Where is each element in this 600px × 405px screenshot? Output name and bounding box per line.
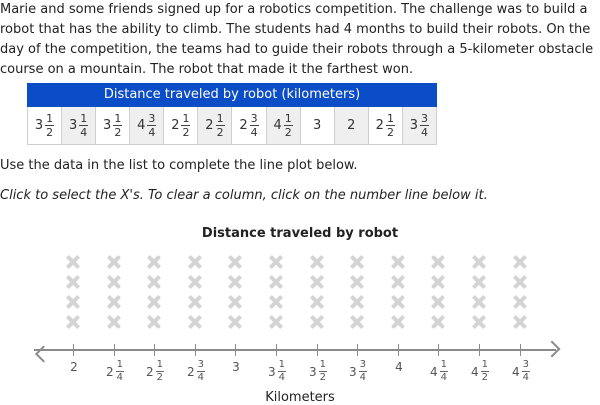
instruction-text: Use the data in the list to complete the line plot below.: [0, 158, 358, 173]
fraction: [250, 113, 259, 138]
tick-label[interactable]: [395, 360, 403, 374]
x-mark-icon[interactable]: [350, 315, 364, 329]
tick-label[interactable]: [471, 360, 489, 383]
table-cell: [198, 107, 232, 145]
mixed-number: [471, 360, 489, 383]
x-mark-icon[interactable]: [147, 255, 161, 269]
mixed-number: [395, 360, 403, 374]
mixed-number: [171, 113, 190, 138]
mixed-number: [69, 113, 88, 138]
axis-tick: [520, 344, 521, 356]
x-mark-icon[interactable]: [107, 275, 121, 289]
tick-label[interactable]: [232, 360, 240, 374]
axis-tick: [235, 344, 236, 356]
whole-part: 3: [232, 360, 240, 374]
x-mark-icon[interactable]: [350, 255, 364, 269]
x-mark-icon[interactable]: [147, 315, 161, 329]
whole-part: 2: [171, 118, 180, 133]
x-mark-icon[interactable]: [147, 275, 161, 289]
x-axis-label: Kilometers: [265, 390, 335, 405]
mixed-number: [232, 360, 240, 374]
x-mark-icon[interactable]: [513, 255, 527, 269]
table-cell: [96, 107, 130, 145]
fraction: [522, 360, 530, 383]
denominator: 4: [250, 126, 258, 139]
whole-part: 3: [34, 118, 44, 133]
numerator: 1: [182, 112, 190, 125]
whole-part: 3: [308, 364, 317, 379]
tick-label[interactable]: [268, 360, 286, 383]
x-mark-icon[interactable]: [107, 295, 121, 309]
x-mark-icon[interactable]: [350, 275, 364, 289]
mixed-number: [376, 113, 395, 138]
whole-part: 4: [273, 118, 282, 133]
numerator: 1: [386, 112, 394, 125]
whole-part: 3: [68, 118, 78, 133]
x-mark-icon[interactable]: [269, 255, 283, 269]
x-mark-icon[interactable]: [513, 275, 527, 289]
whole-part: 4: [511, 364, 520, 379]
mixed-number: [268, 360, 286, 383]
mixed-number: [512, 360, 530, 383]
fraction: [481, 360, 489, 383]
mixed-number: [137, 113, 156, 138]
denominator: 4: [359, 372, 367, 383]
tick-label[interactable]: [146, 360, 164, 383]
x-mark-icon[interactable]: [431, 315, 445, 329]
denominator: 4: [148, 126, 156, 139]
tick-label[interactable]: [187, 360, 205, 383]
axis-tick: [154, 344, 155, 356]
mixed-number: [347, 118, 355, 133]
numerator: 3: [148, 112, 156, 125]
number-line[interactable]: [34, 349, 556, 351]
x-mark-icon[interactable]: [513, 315, 527, 329]
whole-part: 2: [239, 118, 248, 133]
axis-tick: [114, 344, 115, 356]
denominator: 2: [284, 126, 292, 139]
x-mark-icon[interactable]: [310, 255, 324, 269]
denominator: 2: [319, 372, 327, 383]
whole-part: 4: [137, 118, 146, 133]
denominator: 4: [116, 372, 124, 383]
numerator: 3: [197, 359, 205, 370]
fraction: [147, 113, 156, 138]
mixed-number: [309, 360, 327, 383]
mixed-number: [205, 113, 224, 138]
fraction: [386, 113, 395, 138]
numerator: 3: [421, 112, 429, 125]
tick-label[interactable]: [106, 360, 124, 383]
denominator: 2: [216, 126, 224, 139]
denominator: 2: [46, 126, 54, 139]
whole-part: 4: [395, 360, 403, 374]
whole-part: 3: [409, 118, 419, 133]
axis-tick: [438, 344, 439, 356]
mixed-number: [35, 113, 54, 138]
whole-part: 2: [70, 360, 78, 374]
x-mark-icon[interactable]: [391, 315, 405, 329]
fraction: [79, 113, 88, 138]
table-cell: [62, 107, 96, 145]
numerator: 1: [440, 359, 448, 370]
tick-label[interactable]: [430, 360, 448, 383]
whole-part: 3: [348, 364, 357, 379]
denominator: 2: [114, 126, 122, 139]
table-row: [27, 107, 437, 145]
numerator: 1: [80, 112, 88, 125]
fraction: [116, 360, 124, 383]
mixed-number: [106, 360, 124, 383]
fraction: [45, 113, 54, 138]
fraction: [319, 360, 327, 383]
x-mark-icon[interactable]: [269, 315, 283, 329]
mixed-number: [103, 113, 122, 138]
x-mark-icon[interactable]: [310, 295, 324, 309]
x-mark-icon[interactable]: [431, 295, 445, 309]
mixed-number: [146, 360, 164, 383]
x-mark-icon[interactable]: [228, 275, 242, 289]
x-mark-icon[interactable]: [310, 315, 324, 329]
axis-tick: [479, 344, 480, 356]
x-mark-icon[interactable]: [431, 255, 445, 269]
x-mark-icon[interactable]: [147, 295, 161, 309]
x-mark-icon[interactable]: [107, 255, 121, 269]
mixed-number: [239, 113, 258, 138]
denominator: 4: [197, 372, 205, 383]
fraction: [359, 360, 367, 383]
numerator: 3: [359, 359, 367, 370]
denominator: 2: [481, 372, 489, 383]
x-mark-icon[interactable]: [66, 255, 80, 269]
axis-tick: [317, 344, 318, 356]
x-mark-icon[interactable]: [310, 275, 324, 289]
intro-paragraph: Marie and some friends signed up for a robotics competition. The challenge was to build a robot that has the ability to climb. The students had 4 months to build their robots. On the day of the competition, the teams had to guide their robots through a 5-kilometer obstacle course on a mountain. The robot that made it the farthest won.: [0, 2, 594, 77]
numerator: 1: [116, 359, 124, 370]
x-mark-icon[interactable]: [66, 315, 80, 329]
table-cell: [267, 107, 301, 145]
whole-part: 2: [145, 364, 154, 379]
numerator: 1: [278, 359, 286, 370]
denominator: 4: [421, 126, 429, 139]
x-mark-icon[interactable]: [472, 275, 486, 289]
x-mark-icon[interactable]: [391, 275, 405, 289]
x-mark-icon[interactable]: [66, 295, 80, 309]
x-mark-icon[interactable]: [188, 315, 202, 329]
instruction-hint: Click to select the X's. To clear a column, click on the number line below it.: [0, 188, 488, 203]
denominator: 2: [156, 372, 164, 383]
x-mark-icon[interactable]: [228, 315, 242, 329]
mixed-number: [410, 113, 429, 138]
numerator: 3: [250, 112, 258, 125]
denominator: 4: [80, 126, 88, 139]
x-mark-icon[interactable]: [269, 295, 283, 309]
numerator: 3: [522, 359, 530, 370]
whole-part: 2: [375, 118, 384, 133]
whole-part: 2: [205, 118, 214, 133]
fraction: [156, 360, 164, 383]
x-mark-icon[interactable]: [391, 255, 405, 269]
x-mark-icon[interactable]: [188, 295, 202, 309]
x-mark-icon[interactable]: [228, 255, 242, 269]
mixed-number: [273, 113, 292, 138]
whole-part: 4: [470, 364, 479, 379]
mixed-number: [70, 360, 78, 374]
x-mark-icon[interactable]: [513, 295, 527, 309]
axis-tick: [73, 344, 74, 356]
table-title: Distance traveled by robot (kilometers): [27, 83, 437, 107]
table-cell: [335, 107, 369, 145]
x-mark-icon[interactable]: [472, 295, 486, 309]
fraction: [284, 113, 293, 138]
table-cell: [232, 107, 266, 145]
fraction: [420, 113, 429, 138]
whole-part: 2: [105, 364, 114, 379]
x-mark-icon[interactable]: [107, 315, 121, 329]
mixed-number: [313, 118, 321, 133]
tick-label[interactable]: [349, 360, 367, 383]
fraction: [181, 113, 190, 138]
mixed-number: [187, 360, 205, 383]
fraction: [197, 360, 205, 383]
table-cell: [301, 107, 335, 145]
numerator: 1: [284, 112, 292, 125]
numerator: 1: [46, 112, 54, 125]
plot-title: Distance traveled by robot: [201, 226, 399, 241]
arrow-right-icon: [544, 341, 561, 358]
denominator: 4: [522, 372, 530, 383]
axis-tick: [276, 344, 277, 356]
whole-part: 2: [347, 118, 356, 133]
fraction: [278, 360, 286, 383]
fraction: [440, 360, 448, 383]
fraction: [216, 113, 225, 138]
x-mark-icon[interactable]: [472, 315, 486, 329]
tick-label[interactable]: [512, 360, 530, 383]
numerator: 1: [481, 359, 489, 370]
numerator: 1: [216, 112, 224, 125]
x-mark-icon[interactable]: [391, 295, 405, 309]
mixed-number: [430, 360, 448, 383]
distance-data-table: [27, 83, 437, 145]
table-cell: [369, 107, 403, 145]
denominator: 2: [386, 126, 394, 139]
x-mark-icon[interactable]: [228, 295, 242, 309]
denominator: 4: [440, 372, 448, 383]
x-mark-icon[interactable]: [269, 275, 283, 289]
axis-tick: [357, 344, 358, 356]
tick-label[interactable]: [70, 360, 78, 374]
whole-part: 3: [267, 364, 276, 379]
x-mark-icon[interactable]: [431, 275, 445, 289]
mixed-number: [349, 360, 367, 383]
x-mark-icon[interactable]: [188, 275, 202, 289]
whole-part: 3: [313, 118, 322, 133]
numerator: 1: [156, 359, 164, 370]
numerator: 1: [114, 112, 122, 125]
numerator: 1: [319, 359, 327, 370]
table-cell: [164, 107, 198, 145]
axis-tick: [195, 344, 196, 356]
table-cell: [28, 107, 62, 145]
denominator: 4: [278, 372, 286, 383]
x-mark-icon[interactable]: [188, 255, 202, 269]
table-cell: [403, 107, 437, 145]
fraction: [113, 113, 122, 138]
x-mark-icon[interactable]: [472, 255, 486, 269]
x-mark-icon[interactable]: [350, 295, 364, 309]
whole-part: 4: [429, 364, 438, 379]
whole-part: 3: [103, 118, 112, 133]
denominator: 2: [182, 126, 190, 139]
x-mark-icon[interactable]: [66, 275, 80, 289]
whole-part: 2: [186, 364, 195, 379]
table-cell: [130, 107, 164, 145]
axis-tick: [398, 344, 399, 356]
tick-label[interactable]: [309, 360, 327, 383]
